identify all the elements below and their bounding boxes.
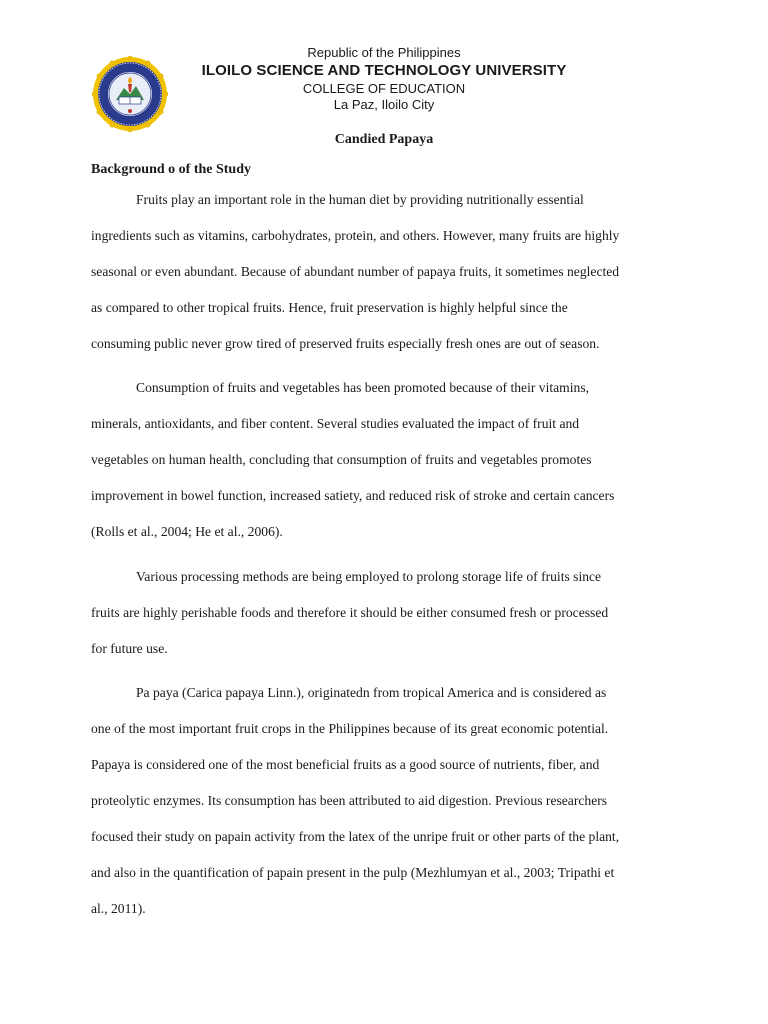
paragraph-line: as compared to other tropical fruits. Hence, fruit preservation is highly helpful since the: [91, 300, 568, 315]
letterhead: [0, 42, 768, 122]
paragraph-line: Consumption of fruits and vegetables has been promoted because of their vitamins,: [136, 380, 590, 395]
paragraph-line: focused their study on papain activity from the latex of the unripe fruit or other parts of the plant,: [91, 829, 620, 844]
paragraph-4: [91, 683, 691, 935]
paragraph-line: one of the most important fruit crops in the Philippines because of its great economic potential.: [91, 721, 609, 736]
paragraph-line: Various processing methods are being employed to prolong storage life of fruits since: [136, 569, 602, 584]
paragraph-line: Fruits play an important role in the human diet by providing nutritionally essential: [136, 192, 584, 207]
paragraph-line: fruits are highly perishable foods and therefore it should be either consumed fresh or processed: [91, 605, 609, 620]
paragraph-1: [91, 190, 691, 370]
paragraph-3: [91, 567, 691, 675]
paragraph-line: ingredients such as vitamins, carbohydrates, protein, and others. However, many fruits are highly: [91, 228, 620, 243]
paragraph-line: seasonal or even abundant. Because of abundant number of papaya fruits, it sometimes neglected: [91, 264, 620, 279]
paragraph-line: and also in the quantification of papain present in the pulp (Mezhlumyan et al., 2003; Tripathi et: [91, 865, 615, 880]
section-heading: Background o of the Study: [91, 162, 252, 177]
paragraph-line: Pa paya (Carica papaya Linn.), originatedn from tropical America and is considered as: [136, 685, 607, 700]
paragraph-line: proteolytic enzymes. Its consumption has been attributed to aid digestion. Previous researchers: [91, 793, 608, 808]
paragraph-line: for future use.: [91, 641, 168, 656]
paragraph-line: Papaya is considered one of the most beneficial fruits as a good source of nutrients, fiber, and: [91, 757, 600, 772]
paragraph-2: [91, 378, 691, 558]
republic-line: Republic of the Philippines: [307, 45, 461, 60]
university-name: ILOILO SCIENCE AND TECHNOLOGY UNIVERSITY: [201, 62, 567, 79]
paragraph-line: (Rolls et al., 2004; He et al., 2006).: [91, 524, 283, 539]
document-title: Candied Papaya: [334, 132, 434, 147]
paragraph-line: consuming public never grow tired of preserved fruits especially fresh ones are out of season.: [91, 336, 600, 351]
paragraph-line: vegetables on human health, concluding that consumption of fruits and vegetables promotes: [91, 452, 592, 467]
city-line: La Paz, Iloilo City: [333, 97, 435, 112]
paragraph-line: improvement in bowel function, increased satiety, and reduced risk of stroke and certain cancers: [91, 488, 615, 503]
college-name: COLLEGE OF EDUCATION: [302, 81, 466, 96]
paragraph-line: minerals, antioxidants, and fiber content. Several studies evaluated the impact of fruit and: [91, 416, 580, 431]
paragraph-line: al., 2011).: [91, 901, 146, 916]
